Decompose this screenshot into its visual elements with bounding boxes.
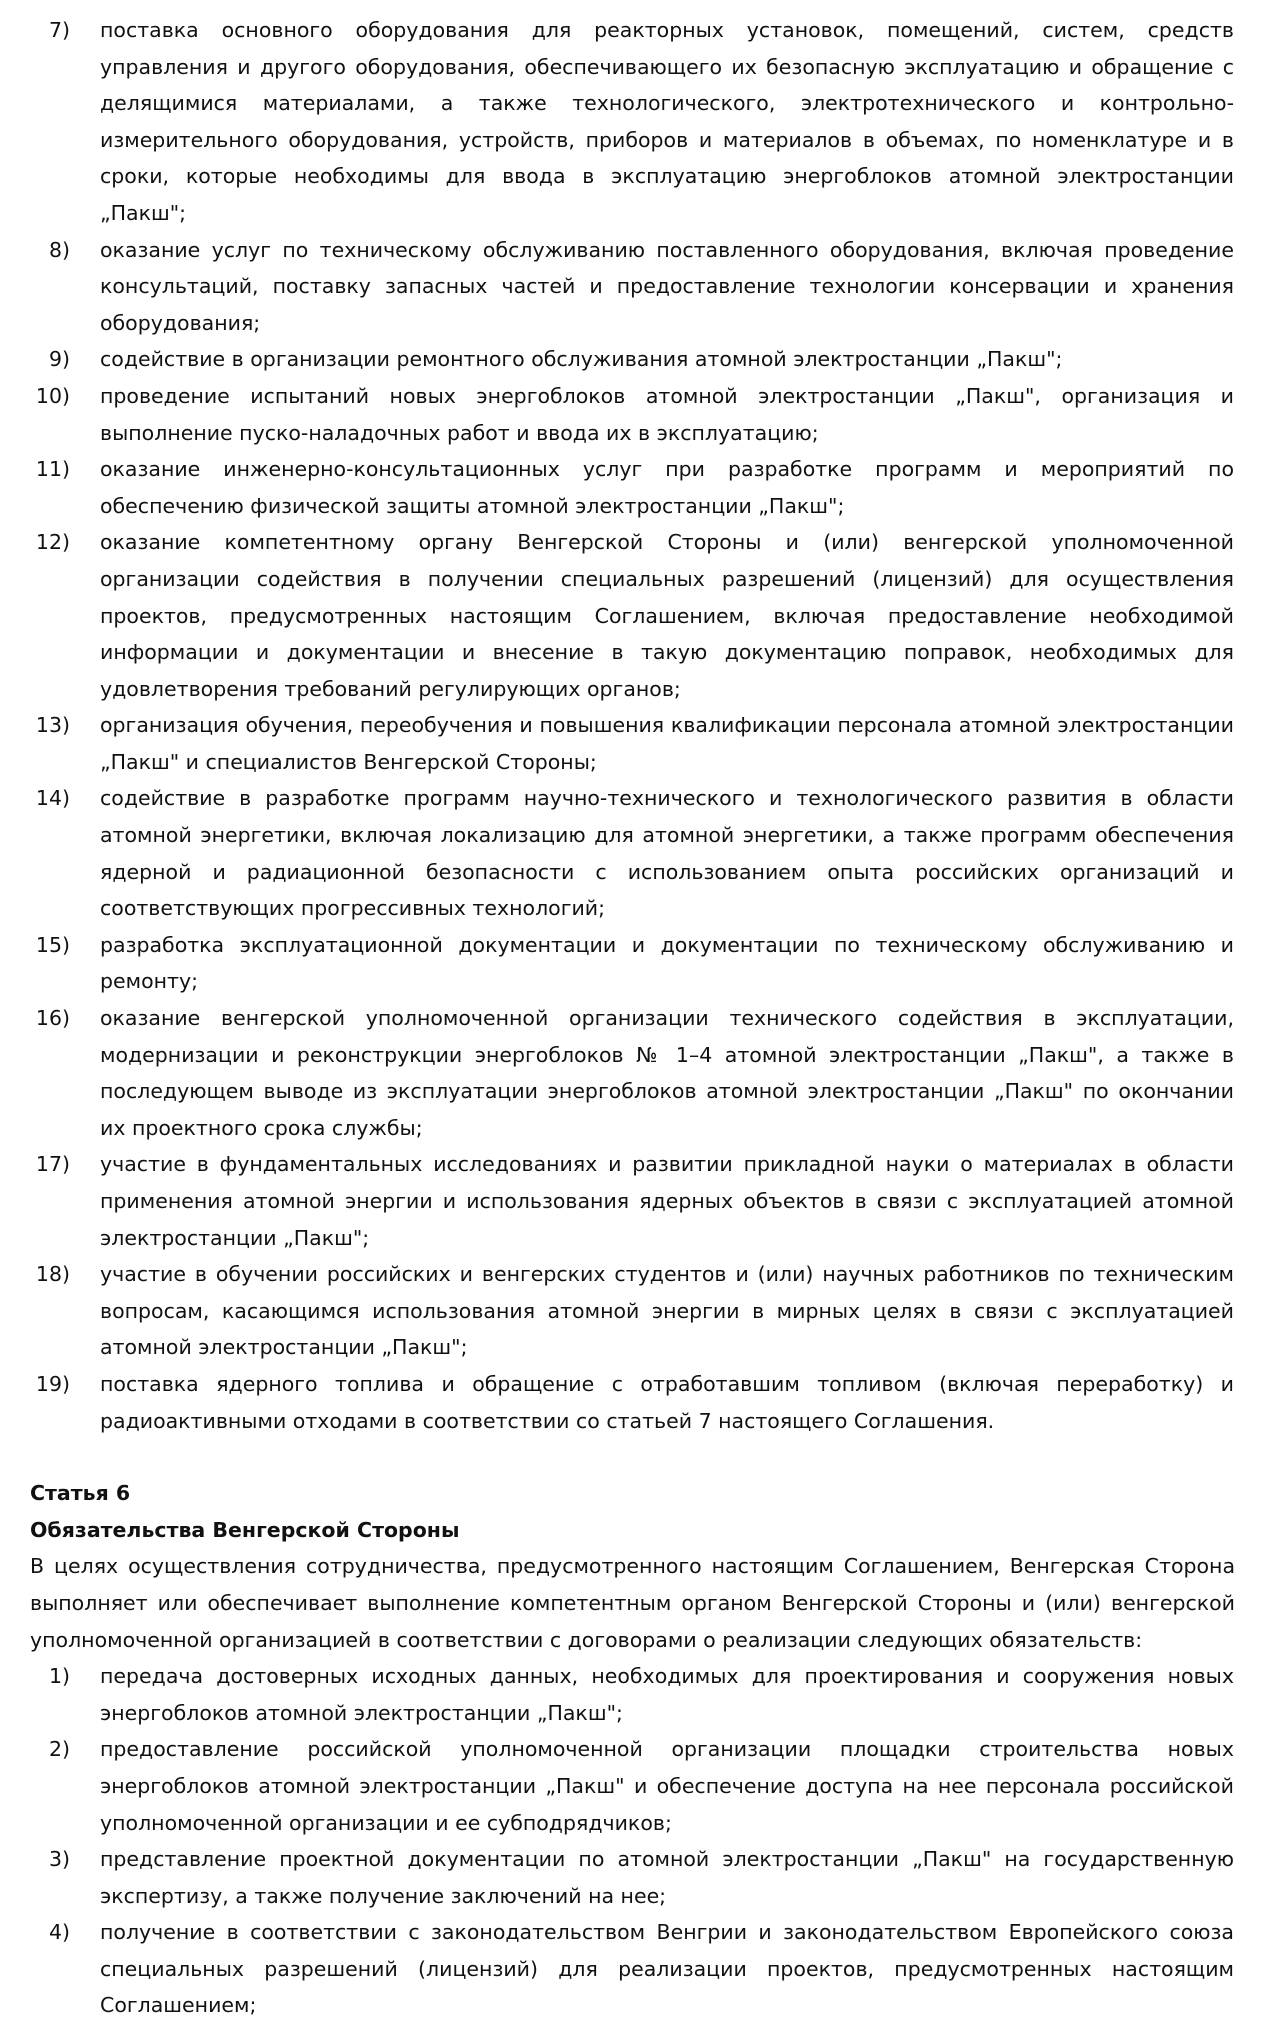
item-number: 3) (48, 1847, 70, 1872)
item-number: 12) (35, 530, 70, 555)
item-text: оказание компетентному органу Венгерской Стороны и (или) венгерской уполномоченной организации содействия в получении специальных разрешений (лицензий) для осуществления проектов, предусмотренных настоящим Соглашением, включая предоставление необходимой информации и документации и внесение в такую документацию поправок, необходимых для удовлетворения требований регулирующих органов; (100, 530, 1234, 701)
item-number: 18) (35, 1262, 70, 1287)
item-number: 10) (35, 383, 70, 408)
list-item (30, 1841, 1235, 1914)
item-number: 4) (48, 1920, 70, 1945)
list-item (30, 1366, 1235, 1439)
item-text: оказание услуг по техническому обслуживанию поставленного оборудования, включая проведение консультаций, поставку запасных частей и предоставление технологии консервации и хранения оборудования; (100, 237, 1234, 335)
item-number: 19) (35, 1371, 70, 1396)
item-text: оказание инженерно-консультационных услуг при разработке программ и мероприятий по обеспечению физической защиты атомной электростанции „Пакш"; (100, 457, 1234, 518)
list-item (30, 451, 1235, 524)
list-item (30, 1146, 1235, 1256)
list-item (30, 232, 1235, 342)
item-number: 2) (48, 1737, 70, 1762)
item-number: 13) (35, 713, 70, 738)
item-number: 11) (35, 457, 70, 482)
item-text: предоставление российской уполномоченной организации площадки строительства новых энергоблоков атомной электростанции „Пакш" и обеспечение доступа на нее персонала российской уполномоченной организации и ее субподрядчиков; (100, 1737, 1234, 1835)
article-intro: В целях осуществления сотрудничества, предусмотренного настоящим Соглашением, Венгерская Сторона выполняет или обеспечивает выполнение компетентным органом Венгерской Стороны и (или) венгерской уполномоченной организацией в соответствии с договорами о реализации следующих обязательств: (30, 1554, 1235, 1652)
item-text: организация обучения, переобучения и повышения квалификации персонала атомной электростанции „Пакш" и специалистов Венгерской Стороны; (100, 713, 1234, 774)
item-number: 9) (48, 347, 70, 372)
list-item (30, 707, 1235, 780)
list-item (30, 1000, 1235, 1146)
document-page (30, 12, 1235, 2024)
article-title: Обязательства Венгерской Стороны (30, 1517, 460, 1542)
item-number: 14) (35, 786, 70, 811)
list-item (30, 1256, 1235, 1366)
item-number: 7) (48, 18, 70, 42)
list-item (30, 12, 1235, 232)
item-number: 8) (48, 237, 70, 262)
item-number: 16) (35, 1006, 70, 1031)
list-item (30, 780, 1235, 926)
item-text: участие в фундаментальных исследованиях и развитии прикладной науки о материалах в области применения атомной энергии и использования ядерных объектов в связи с эксплуатацией атомной электростанции „Пакш"; (100, 1152, 1234, 1250)
item-text: получение в соответствии с законодательством Венгрии и законодательством Европейского союза специальных разрешений (лицензий) для реализации проектов, предусмотренных настоящим Соглашением; (100, 1920, 1234, 2018)
list-item (30, 341, 1235, 378)
obligations-list-hungarian (30, 1658, 1235, 2024)
item-text: представление проектной документации по атомной электростанции „Пакш" на государственную экспертизу, а также получение заключений на нее; (100, 1847, 1234, 1908)
list-item (30, 1914, 1235, 2024)
item-text: оказание венгерской уполномоченной организации технического содействия в эксплуатации, модернизации и реконструкции энергоблоков № 1–4 атомной электростанции „Пакш", а также в последующем выводе из эксплуатации энергоблоков атомной электростанции „Пакш" по окончании их проектного срока службы; (100, 1006, 1234, 1140)
item-number: 17) (35, 1152, 70, 1177)
item-number: 1) (48, 1664, 70, 1689)
item-text: содействие в разработке программ научно-технического и технологического развития в области атомной энергетики, включая локализацию для атомной энергетики, а также программ обеспечения ядерной и радиационной безопасности с использованием опыта российских организаций и соответствующих прогрессивных технологий; (100, 786, 1234, 921)
item-text: поставка ядерного топлива и обращение с отработавшим топливом (включая переработку) и радиоактивными отходами в соответствии со статьей 7 настоящего Соглашения. (100, 1371, 1234, 1433)
section-spacer (30, 1439, 1235, 1475)
item-text: участие в обучении российских и венгерских студентов и (или) научных работников по техническим вопросам, касающимся использования атомной энергии в мирных целях в связи с эксплуатацией атомной электростанции „Пакш"; (100, 1262, 1234, 1360)
list-item (30, 1658, 1235, 1731)
list-item (30, 927, 1235, 1000)
list-item (30, 524, 1235, 707)
item-text: разработка эксплуатационной документации и документации по техническому обслуживанию и ремонту; (100, 932, 1234, 994)
item-text: содействие в организации ремонтного обслуживания атомной электростанции „Пакш"; (100, 347, 1063, 372)
item-text: поставка основного оборудования для реакторных установок, помещений, систем, средств управления и другого оборудования, обеспечивающего их безопасную эксплуатацию и обращение с делящимися материалами, а также технологического, электротехнического и контрольно-измерительного оборудования, устройств, приборов и материалов в объемах, по номенклатуре и в сроки, которые необходимы для ввода в эксплуатацию энергоблоков атомной электростанции „Пакш"; (100, 18, 1234, 225)
list-item (30, 1731, 1235, 1841)
list-item (30, 378, 1235, 451)
item-number: 15) (35, 932, 70, 957)
article-number: Статья 6 (30, 1481, 131, 1506)
item-text: проведение испытаний новых энергоблоков атомной электростанции „Пакш", организация и выполнение пуско-наладочных работ и ввода их в эксплуатацию; (100, 383, 1234, 445)
item-text: передача достоверных исходных данных, необходимых для проектирования и сооружения новых энергоблоков атомной электростанции „Пакш"; (100, 1664, 1234, 1725)
obligations-list-russian (30, 12, 1235, 1439)
